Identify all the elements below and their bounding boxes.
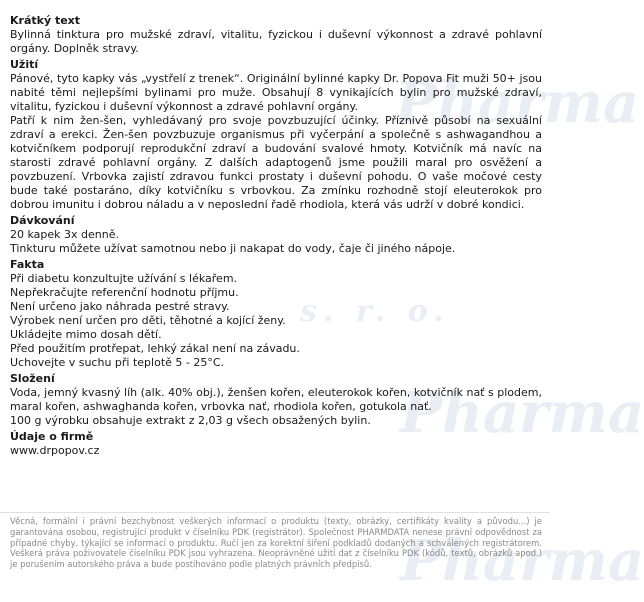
heading-davkovani: Dávkování: [10, 214, 75, 227]
heading-kratky-text: Krátký text: [10, 14, 81, 27]
watermark-pharma-top: Pharma: [395, 70, 640, 136]
fakta-item: Výrobek není určen pro děti, těhotné a kojící ženy.: [10, 314, 286, 327]
fakta-item: Před použitím protřepat, lehký zákal není na závadu.: [10, 342, 300, 355]
slozeni-extract-note: 100 g výrobku obsahuje extrakt z 2,03 g všech obsažených bylin.: [10, 414, 371, 427]
kratky-text-body: Bylinná tinktura pro mužské zdraví, vitalitu, fyzickou i duševní výkonnost a zdravé pohlavní orgány. Doplněk stravy.: [10, 28, 542, 55]
product-info: [10, 0, 542, 458]
davkovani-line-2: Tinkturu můžete užívat samotnou nebo ji nakapat do vody, čaje či jiného nápoje.: [10, 242, 456, 255]
slozeni-ingredients: Voda, jemný kvasný líh (alk. 40% obj.), ženšen kořen, eleuterokok kořen, kotvičník nať s plodem, maral kořen, ashwaghanda kořen, vrbovka nať, rhodiola kořen, gotukola nať.: [10, 386, 542, 413]
fakta-item: Není určeno jako náhrada pestré stravy.: [10, 300, 230, 313]
heading-slozeni: Složení: [10, 372, 55, 385]
watermark-pharma-bottom: Pharma: [400, 528, 644, 594]
davkovani-line-1: 20 kapek 3x denně.: [10, 228, 119, 241]
fakta-item: Ukládejte mimo dosah dětí.: [10, 328, 162, 341]
disclaimer-divider: [0, 512, 550, 513]
fakta-item: Nepřekračujte referenční hodnotu příjmu.: [10, 286, 239, 299]
uziti-paragraph-2: Patří k nim žen-šen, vyhledávaný pro svoje povzbuzující účinky. Příznivě působí na sexuální zdraví a erekci. Žen-šen povzbuzuje organismus při vyčerpání a společně s ashwagandhou a kotvičníkem podporují reprodukční zdraví a budování svalové hmoty. Kotvičník má navíc na starosti zdravé pohlavní orgány. Z dalších adaptogenů jsme použili maral pro osvěžení a povzbuzení. Vrbovka zajistí zdravou funkci prostaty i duševní pohodu. O vaše močové cesty bude také postaráno, díky kotvičníku s vrbovkou. Za zmínku rozhodně stojí eleuterokok pro dobrou imunitu i dobrou náladu a v neposlední řadě rhodiola, která vás udrží v dobré kondici.: [10, 114, 542, 211]
heading-uziti: Užití: [10, 58, 39, 71]
heading-udaje-o-firme: Údaje o firmě: [10, 430, 94, 443]
fakta-item: Uchovejte v suchu při teplotě 5 - 25°C.: [10, 356, 225, 369]
heading-fakta: Fakta: [10, 258, 45, 271]
company-website: www.drpopov.cz: [10, 444, 100, 457]
fakta-item: Při diabetu konzultujte užívání s lékařem.: [10, 272, 238, 285]
uziti-paragraph-1: Pánové, tyto kapky vás „vystřelí z trenek“. Originální bylinné kapky Dr. Popova Fit muži 50+ jsou nabité těmi nejlepšími bylinami pro muže. Obsahují 8 vynikajících bylin pro mužské zdraví, vitalitu, fyzickou i duševní výkonnost a zdravé pohlavní orgány.: [10, 72, 542, 113]
legal-disclaimer: Věcná, formální i právní bezchybnost veškerých informací o produktu (texty, obrázky, certifikáty kvality a původu...) je garantována osobou, registrující produkt v číselníku PDK (registrátor). Společnost PHARMDATA nenese právní odpovědnost za případné chyby, týkající se informací o produktu. Ručí jen za korektní šíření podkladů dodaných a schválených registrátorem. Veškerá práva poživovatele číselníku PDK jsou vyhrazena. Neoprávněné užití dat z číselníku PDK (kódů, textů, obrázků apod.) je porušením autorského práva a bude postihováno podle platných právních předpisů.: [10, 516, 542, 570]
watermark-sro-top: s. r. o.: [300, 294, 450, 329]
watermark-pharma-middle: Pharma: [400, 380, 644, 446]
